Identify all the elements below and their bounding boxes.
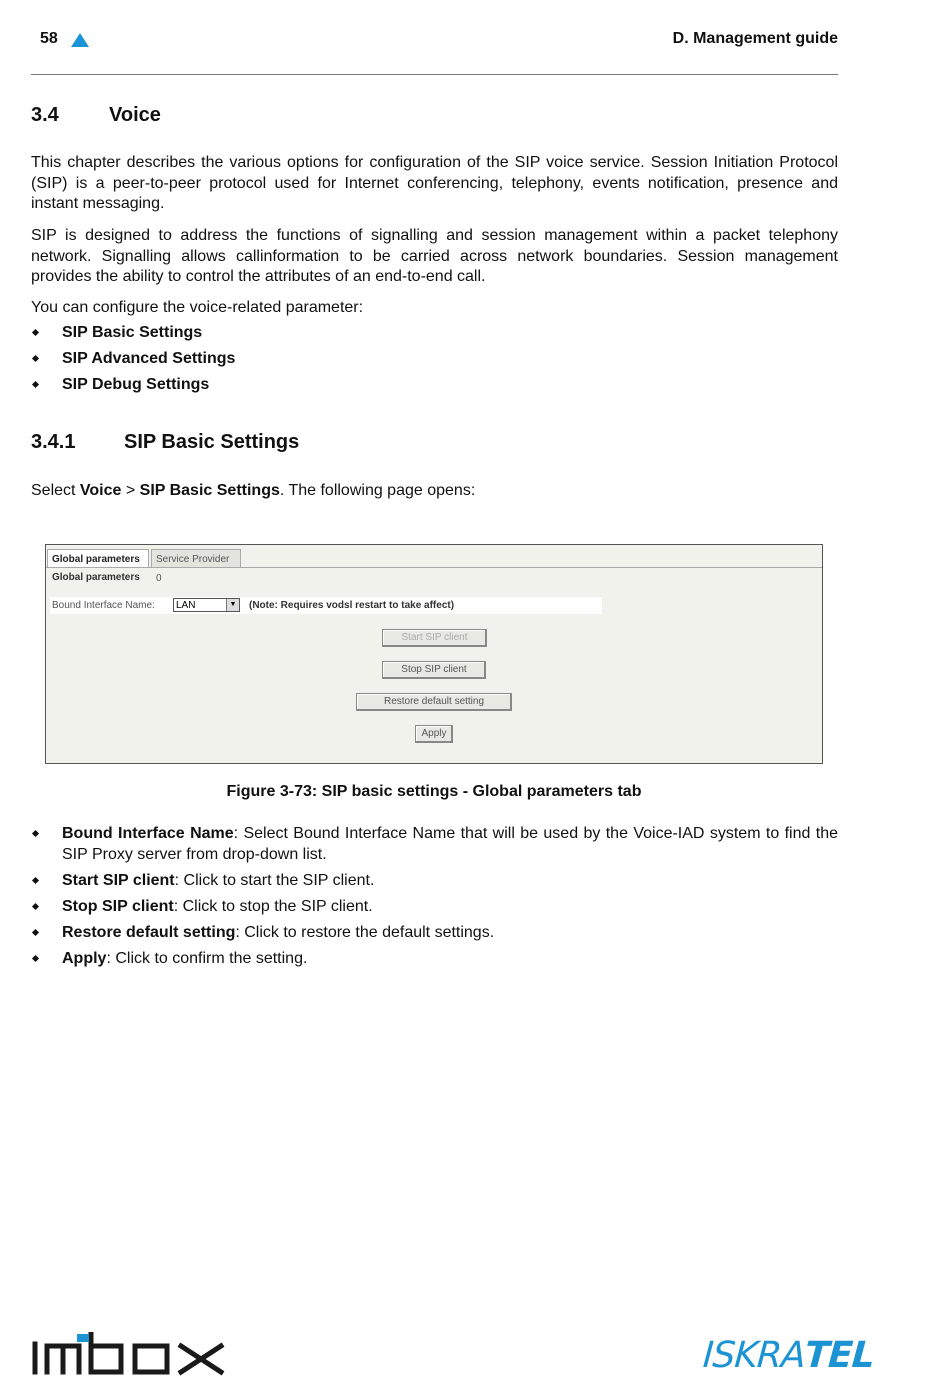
list-item: SIP Advanced Settings (31, 349, 838, 370)
subsection-number: 3.4.1 (31, 431, 76, 453)
figure-caption: Figure 3-73: SIP basic settings - Global parameters tab (226, 783, 642, 800)
description-list (31, 824, 838, 969)
intro-voice: Voice (79, 482, 122, 499)
list-item (31, 949, 838, 970)
description-term: Bound Interface Name (62, 825, 234, 842)
list-item: SIP Basic Settings (31, 323, 838, 344)
imbox-logo (31, 1332, 227, 1376)
guide-title: D. Management guide (672, 30, 838, 47)
section-title: Voice (109, 104, 161, 126)
start-sip-button[interactable]: Start SIP client (382, 629, 487, 647)
panel-heading: Global parameters (52, 572, 140, 583)
description-term: Stop SIP client (62, 897, 174, 915)
tab-service-provider[interactable]: Service Provider 0 (151, 549, 241, 568)
list-item: SIP Debug Settings (31, 375, 838, 396)
iskratel-logo-text-a: ISKRA (701, 1335, 807, 1376)
tab-global-parameters[interactable]: Global parameters (47, 549, 149, 568)
description-term: Apply (62, 949, 107, 967)
header-divider (31, 74, 838, 75)
description-text: : Click to confirm the setting. (106, 949, 308, 967)
bound-interface-note: (Note: Requires vodsl restart to take affect) (249, 600, 455, 611)
description-text: : Click to stop the SIP client. (173, 897, 373, 915)
settings-list (31, 323, 838, 396)
stop-sip-button[interactable]: Stop SIP client (382, 661, 486, 679)
list-item (31, 923, 838, 944)
tab-divider (46, 567, 822, 568)
iskratel-logo (702, 1336, 876, 1376)
paragraph-intro: This chapter describes the various options for configuration of the SIP voice service. Session Initiation Protocol (SIP) is a peer-to-peer protocol used for Internet conferencing, telephony, events notification, presence and instant messaging. (31, 154, 838, 212)
section-number: 3.4 (31, 104, 59, 126)
description-text: : Select Bound Interface Name that will be used by the Voice-IAD system to find the SIP Proxy server from drop-down list. (62, 825, 839, 863)
page-number: 58 (40, 30, 58, 47)
bound-interface-value: LAN (176, 600, 196, 611)
chevron-down-icon[interactable]: ▼ (226, 599, 239, 611)
subsection-intro (31, 481, 838, 502)
list-item (31, 871, 838, 892)
sip-settings-screenshot (45, 544, 823, 764)
intro-separator: > (121, 482, 140, 499)
bound-interface-select[interactable] (173, 598, 240, 612)
intro-text-end: . The following page opens: (279, 482, 476, 499)
description-term: Start SIP client (62, 871, 175, 889)
iskratel-logo-text-b: TEL (803, 1335, 876, 1376)
list-item (31, 897, 838, 918)
list-item (31, 824, 838, 865)
description-text: : Click to restore the default settings. (235, 923, 495, 941)
intro-text: Select (31, 482, 80, 499)
intro-sip-basic: SIP Basic Settings (139, 482, 280, 499)
description-term: Restore default setting (62, 923, 236, 941)
paragraph-sip: SIP is designed to address the functions of signalling and session management within a packet telephony network. Signalling allows callinformation to be carried across network boundaries. Session management provides the ability to control the attributes of an end-to-end call. (31, 227, 838, 285)
bound-interface-label: Bound Interface Name: (52, 600, 155, 611)
apply-button[interactable]: Apply (415, 725, 453, 743)
triangle-up-icon (71, 33, 89, 47)
subsection-title: SIP Basic Settings (124, 431, 300, 453)
paragraph-configure: You can configure the voice-related parameter: (31, 299, 364, 316)
restore-default-button[interactable]: Restore default setting (356, 693, 512, 711)
description-text: : Click to start the SIP client. (174, 871, 375, 889)
